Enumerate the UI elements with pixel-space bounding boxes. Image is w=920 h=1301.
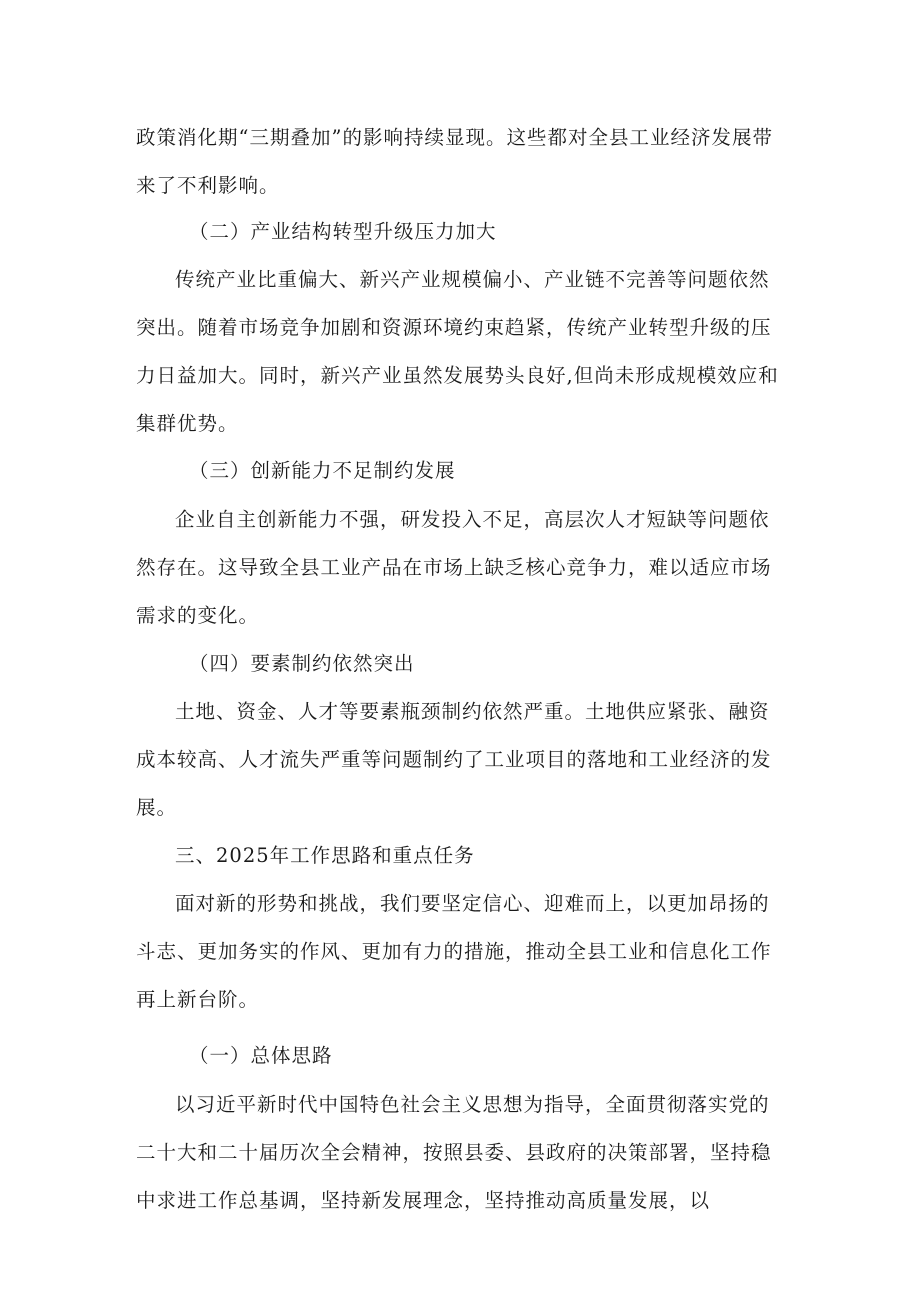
subheading-overall-thinking: （一）总体思路 xyxy=(189,1044,333,1067)
subheading-industry-structure: （二）产业结构转型升级压力加大 xyxy=(189,220,497,243)
paragraph-overall-thinking: 以习近平新时代中国特色社会主义思想为指导，全面贯彻落实党的二十大和二十届历次全会精神，按照县委、县政府的决策部署，坚持稳中求进工作总基调，坚持新发展理念，坚持推动高质量发展，以 xyxy=(136,1093,772,1212)
paragraph-factors: 土地、资金、人才等要素瓶颈制约依然严重。土地供应紧张、融资成本较高、人才流失严重等问题制约了工业项目的落地和工业经济的发展。 xyxy=(136,700,772,819)
paragraph-industry-structure: 传统产业比重偏大、新兴产业规模偏小、产业链不完善等问题依然突出。随着市场竞争加剧和资源环境约束趋紧，传统产业转型升级的压力日益加大。同时，新兴产业虽然发展势头良好,但尚未形成规模效应和集群优势。 xyxy=(136,268,779,435)
paragraph-innovation: 企业自主创新能力不强，研发投入不足，高层次人才短缺等问题依然存在。这导致全县工业产品在市场上缺乏核心竞争力，难以适应市场需求的变化。 xyxy=(136,508,772,627)
paragraph-2025-intro: 面对新的形势和挑战，我们要坚定信心、迎难而上，以更加昂扬的斗志、更加务实的作风、更加有力的措施，推动全县工业和信息化工作再上新台阶。 xyxy=(136,892,772,1011)
subheading-innovation: （三）创新能力不足制约发展 xyxy=(189,459,456,482)
subheading-factors: （四）要素制约依然突出 xyxy=(189,652,415,675)
section-heading-2025: 三、2025年工作思路和重点任务 xyxy=(175,844,475,867)
paragraph-continued: 政策消化期“三期叠加”的影响持续显现。这些都对全县工业经济发展带来了不利影响。 xyxy=(136,126,773,197)
